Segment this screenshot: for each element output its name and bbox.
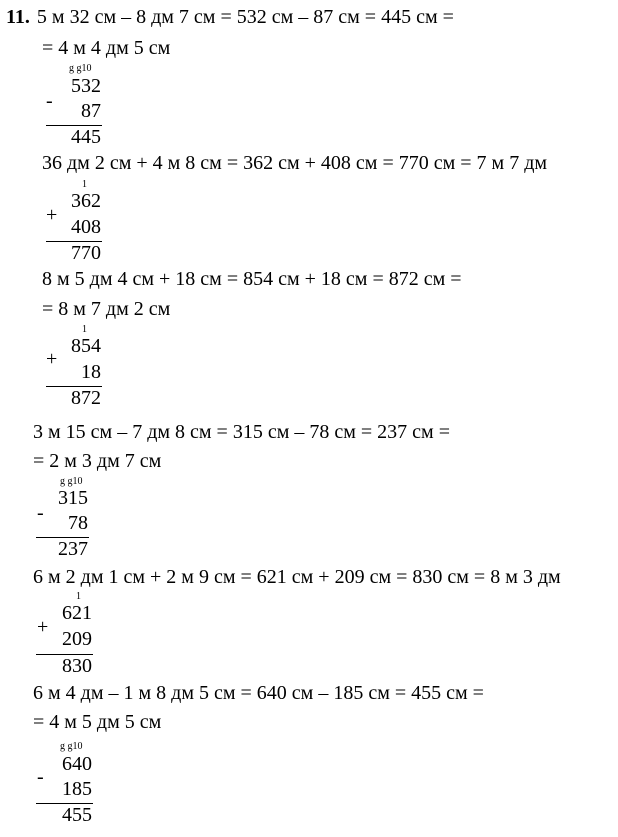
equation-line: = 4 м 5 дм 5 см	[33, 711, 162, 733]
equation-line: = 2 м 3 дм 7 см	[33, 450, 162, 472]
equation-line: 8 м 5 дм 4 см + 18 см = 854 см + 18 см = 872 см =	[42, 268, 462, 290]
equation-line: = 8 м 7 дм 2 см	[42, 298, 171, 320]
column-result: 872	[71, 387, 101, 409]
equation-line: 3 м 15 см – 7 дм 8 см = 315 см – 78 см = 237 см =	[33, 421, 450, 443]
borrow-marks: g g10	[60, 476, 83, 487]
plus-sign: +	[46, 204, 58, 226]
column-subtrahend: 87	[81, 100, 101, 122]
equation-line: = 4 м 4 дм 5 см	[42, 37, 171, 59]
column-result: 770	[71, 242, 101, 264]
column-minuend: 532	[71, 75, 101, 97]
equation-line: 6 м 2 дм 1 см + 2 м 9 см = 621 см + 209 см = 830 см = 8 м 3 дм	[33, 566, 561, 588]
plus-sign: +	[46, 348, 58, 370]
equation-line: 36 дм 2 см + 4 м 8 см = 362 см + 408 см = 770 см = 7 м 7 дм	[42, 152, 548, 174]
minus-sign: -	[37, 502, 44, 524]
column-addend-1: 362	[71, 190, 101, 212]
column-result: 237	[58, 538, 88, 560]
column-addend-2: 18	[81, 361, 101, 383]
column-result: 445	[71, 126, 101, 148]
column-minuend: 315	[58, 487, 88, 509]
equation-line	[6, 6, 454, 28]
column-addend-1: 854	[71, 335, 101, 357]
carry-mark: 1	[76, 591, 81, 602]
column-addend-1: 621	[62, 602, 92, 624]
column-subtrahend: 185	[62, 778, 92, 800]
minus-sign: -	[37, 766, 44, 788]
carry-mark: 1	[82, 324, 87, 335]
equation-text: 5 м 32 см – 8 дм 7 см = 532 см – 87 см = 445 см =	[36, 6, 454, 28]
borrow-marks: g g10	[60, 741, 83, 752]
column-result: 455	[62, 804, 92, 826]
column-subtrahend: 78	[68, 512, 88, 534]
column-minuend: 640	[62, 753, 92, 775]
column-addend-2: 408	[71, 216, 101, 238]
plus-sign: +	[37, 616, 49, 638]
carry-mark: 1	[82, 179, 87, 190]
task-number: 11.	[6, 6, 30, 28]
minus-sign: -	[46, 90, 53, 112]
equation-line: 6 м 4 дм – 1 м 8 дм 5 см = 640 см – 185 см = 455 см =	[33, 682, 484, 704]
column-addend-2: 209	[62, 628, 92, 650]
borrow-marks: g g10	[69, 63, 92, 74]
column-result: 830	[62, 655, 92, 677]
